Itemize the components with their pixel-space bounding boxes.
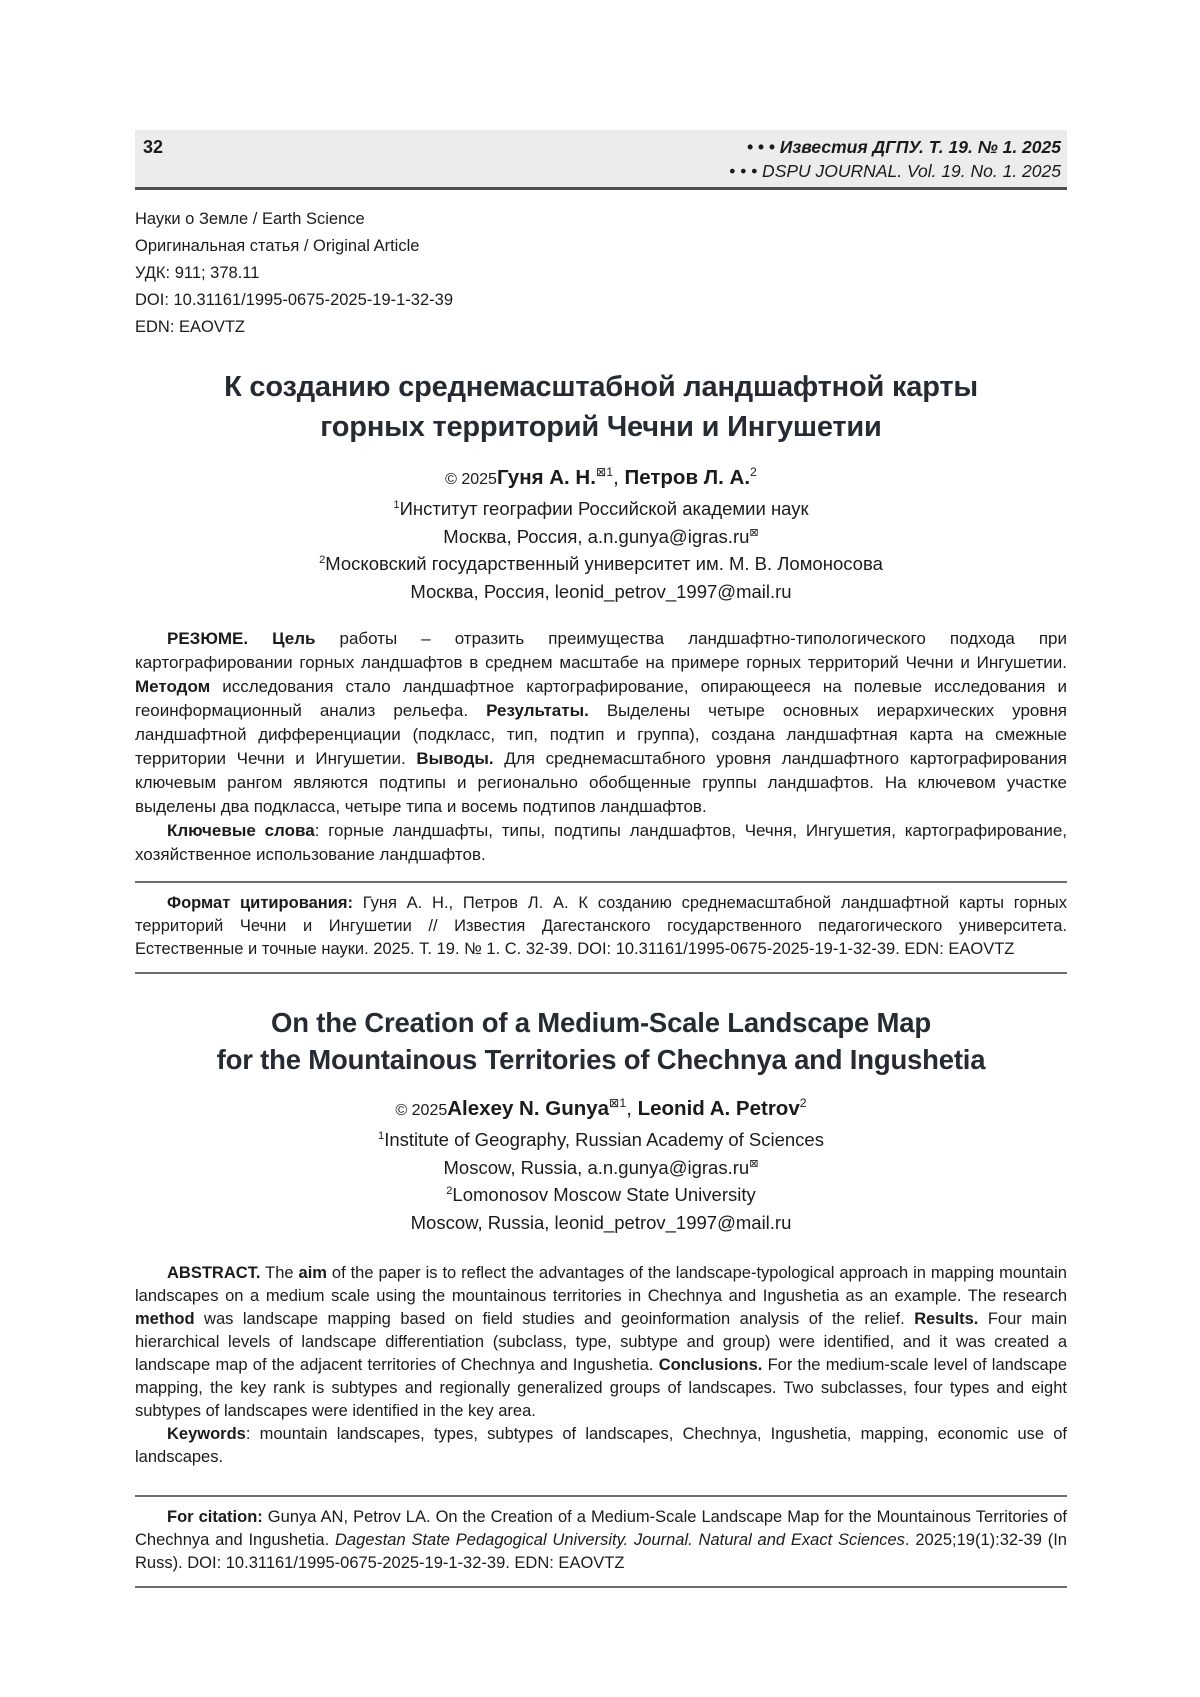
text-run: : горные ландшафты, типы, подтипы ландшафтов, Чечня, Ингушетия, картографирование, хозяйственное использование ландшафтов.: [135, 821, 1067, 864]
running-head: [135, 130, 1067, 190]
affiliation-line: [135, 1209, 1067, 1237]
affiliation-line: [135, 1126, 1067, 1154]
text-run: Gunya AN, Petrov LA. On the Creation of a Medium-Scale Landscape Map for the Mountainous Territories of Chechnya and Ingushetia.: [135, 1508, 1068, 1549]
text-run: © 2025: [395, 1102, 448, 1119]
authors-ru: [135, 463, 1067, 495]
envelope-icon: ⊠: [609, 1096, 620, 1111]
text-run: The: [260, 1264, 299, 1282]
text-run: Петров Л. А.: [624, 466, 751, 489]
citation-block-ru: [135, 881, 1067, 974]
keywords-ru: [135, 819, 1067, 867]
title-en-line1: On the Creation of a Medium-Scale Landscape Map: [271, 1007, 931, 1038]
article-meta: [135, 206, 1067, 341]
text-run: . 2025;19(1):32-39 (In Russ). DOI: 10.31161/1995-0675-2025-19-1-32-39. EDN: EAOVTZ: [135, 1531, 1067, 1572]
text-run: 2: [446, 1184, 453, 1197]
text-run: Результаты.: [486, 701, 589, 720]
text-run: Moscow, Russia, leonid_petrov_1997@mail.ru: [410, 1211, 792, 1233]
meta-section: Науки о Земле / Earth Science: [135, 210, 365, 228]
text-run: © 2025: [445, 471, 497, 488]
text-run: Alexey N. Gunya: [447, 1097, 610, 1120]
citation-en: [135, 1506, 1067, 1575]
meta-doi: DOI: 10.31161/1995-0675-2025-19-1-32-39: [135, 291, 454, 309]
affiliation-line: [135, 495, 1067, 523]
text-run: Conclusions.: [658, 1356, 763, 1374]
journal-title-ru: • • • Известия ДГПУ. Т. 19. № 1. 2025: [746, 137, 1061, 157]
article-title-en: [135, 1004, 1067, 1078]
meta-article-type: Оригинальная статья / Original Article: [135, 237, 420, 255]
article-title-ru: [135, 367, 1067, 447]
abstract-ru: [135, 627, 1067, 819]
text-run: 2: [799, 1096, 807, 1111]
text-run: For the medium-scale level of landscape mapping, the key rank is subtypes and regionally generalized groups of landscapes. Two subclasses, four types and eight subtypes of landscapes were identified in the key area.: [135, 1356, 1068, 1420]
text-run: For citation:: [167, 1508, 263, 1526]
text-run: работы – отразить преимущества ландшафтно-типологического подхода при картографировании горных ландшафтов в среднем масштабе на примере горных территорий Чечни и Ингушетии.: [135, 629, 1067, 672]
title-en-line2: for the Mountainous Territories of Chechnya and Ingushetia: [216, 1044, 986, 1075]
envelope-icon: ⊠: [749, 526, 759, 539]
text-run: Results.: [914, 1310, 979, 1328]
affiliation-line: [135, 578, 1067, 606]
affiliations-en: [135, 1126, 1067, 1236]
text-run: Методом: [135, 677, 211, 696]
text-run: : mountain landscapes, types, subtypes of landscapes, Chechnya, Ingushetia, mapping, economic use of landscapes.: [135, 1425, 1067, 1466]
text-run: Формат цитирования:: [167, 894, 354, 912]
text-run: Keywords: [167, 1425, 246, 1443]
text-run: Institute of Geography, Russian Academy of Sciences: [384, 1129, 824, 1150]
authors-en: [135, 1094, 1067, 1126]
text-run: 2: [750, 465, 757, 480]
abstract-en: [135, 1262, 1067, 1423]
text-run: aim: [298, 1264, 327, 1282]
title-ru-line1: К созданию среднемасштабной ландшафтной карты: [224, 371, 978, 403]
text-run: 1: [378, 1129, 385, 1142]
text-run: Гуня А. Н.: [496, 466, 596, 489]
keywords-en: [135, 1423, 1067, 1469]
text-run: Выделены четыре основных иерархических уровня ландшафтной дифференциации (подкласс, тип, подтип и группа), создана ландшафтная карта на смежные территории Чечни и Ингушетии.: [135, 701, 1067, 768]
text-run: РЕЗЮМЕ. Цель: [167, 629, 316, 648]
text-run: Ключевые слова: [167, 821, 315, 840]
affiliation-line: [135, 550, 1067, 578]
envelope-icon: ⊠: [595, 465, 607, 480]
meta-udk: УДК: 911; 378.11: [135, 264, 260, 282]
text-run: ,: [626, 1097, 638, 1120]
text-run: ABSTRACT.: [167, 1264, 261, 1282]
text-run: 1: [619, 1096, 627, 1111]
journal-title-en: • • • DSPU JOURNAL. Vol. 19. No. 1. 2025: [729, 161, 1061, 181]
page-content: [135, 0, 1067, 1588]
text-run: Lomonosov Moscow State University: [452, 1184, 756, 1205]
text-run: исследования стало ландшафтное картографирование, опирающееся на полевые исследования и геоинформационный анализ рельефа.: [135, 677, 1067, 720]
text-run: was landscape mapping based on field studies and geoinformation analysis of the relief.: [194, 1310, 915, 1328]
meta-edn: EDN: EAOVTZ: [135, 318, 246, 336]
text-run: Московский государственный университет им. М. В. Ломоносова: [325, 553, 883, 574]
text-run: Москва, Россия, leonid_petrov_1997@mail.ru: [410, 580, 792, 602]
text-run: Moscow, Russia, a.n.gunya@igras.ru: [443, 1156, 750, 1178]
affiliation-line: [135, 1181, 1067, 1209]
text-run: Выводы.: [416, 749, 494, 768]
text-run: Leonid A. Petrov: [637, 1097, 800, 1120]
text-run: Институт географии Российской академии наук: [399, 498, 809, 519]
affiliations-ru: [135, 495, 1067, 605]
text-run: 1: [606, 465, 614, 480]
text-run: Для среднемасштабного уровня ландшафтного картографирования ключевым рангом являются подтипы и регионально обобщенные группы ландшафтов. На ключевом участке выделены два подкласса, четыре типа и восемь подтипов ландшафтов.: [135, 749, 1067, 816]
running-head-journal: [729, 135, 1061, 183]
text-run: 1: [393, 498, 400, 511]
text-run: Four main hierarchical levels of landscape differentiation (subclass, type, subtype and group) were identified, and it was created a landscape map of the adjacent territories of Chechnya and Ingushetia.: [135, 1310, 1067, 1374]
text-run: Гуня А. Н., Петров Л. А. К созданию среднемасштабной ландшафтной карты горных территорий Чечни и Ингушетии // Известия Дагестанского государственного педагогического университета. Естественные и точные науки. 2025. Т. 19. № 1. С. 32-39. DOI: 10.31161/1995-0675-2025-19-1-32-39. EDN: EAOVTZ: [135, 894, 1067, 958]
citation-block-en: [135, 1495, 1067, 1588]
text-run: Dagestan State Pedagogical University. Journal. Natural and Exact Sciences: [335, 1531, 905, 1549]
text-run: Москва, Россия, a.n.gunya@igras.ru: [443, 525, 750, 547]
text-run: of the paper is to reflect the advantages of the landscape-typological approach in mapping mountain landscapes on a medium scale using the mountainous territories in Chechnya and Ingushetia as an example. The research: [135, 1264, 1067, 1305]
affiliation-line: [135, 1154, 1067, 1182]
text-run: method: [135, 1310, 195, 1328]
page-number: 32: [143, 137, 164, 157]
affiliation-line: [135, 523, 1067, 551]
text-run: ,: [613, 466, 625, 489]
text-run: 2: [319, 553, 326, 566]
title-ru-line2: горных территорий Чечни и Ингушетии: [320, 411, 882, 443]
envelope-icon: ⊠: [749, 1157, 759, 1170]
citation-ru: [135, 892, 1067, 961]
